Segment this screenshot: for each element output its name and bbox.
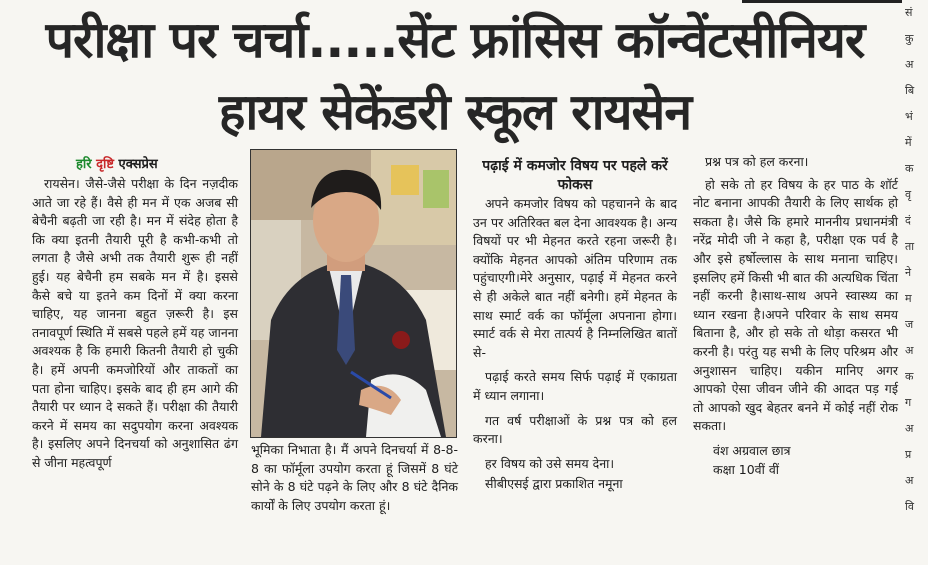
author-class: कक्षा 10वीं वीं <box>713 461 780 477</box>
edge-char: अ <box>905 58 914 71</box>
edge-char: अ <box>905 344 914 357</box>
edge-char: कु <box>905 32 914 45</box>
byline-part-hari: हरि <box>76 157 97 172</box>
top-rule <box>742 0 902 3</box>
edge-char: क <box>905 370 914 383</box>
point-cbse-samples: सीबीएसई द्वारा प्रकाशित नमूना <box>485 476 623 492</box>
edge-char: वि <box>905 500 914 513</box>
edge-char: क <box>905 162 914 175</box>
student-photo-image <box>251 150 456 437</box>
column-4-paragraph: हो सके तो हर विषय के हर पाठ के शॉर्ट नोट बनाना आपकी तैयारी के लिए सार्थक हो सकता है। जैसे कि हमारे माननीय प्रधानमंत्री नरेंद्र मोदी जी ने कहा है, परीक्षा एक पर्व है और इसे हर्षोल्लास के साथ मनाना चाहिए। इसलिए हमें किसी भी बात की अत्यधिक चिंता नहीं करनी है।साथ-साथ अपने स्वास्थ्य का ध्यान रखना है।अपने परिवार के साथ समय बिताना है, और हो सके तो थोड़ा कसरत भी करनी है। परंतु यह सभी के लिए परिश्रम और अनुशासन चाहिए। यकीन मानिए अगर आपको ऐसा जीवन जीने की आदत पड़ गई तो आपको खुद बेहतर बनने में कोई नहीं रोक सकता। <box>693 176 898 434</box>
adjacent-column-edge <box>905 0 928 565</box>
column-2-text: भूमिका निभाता है। मैं अपने दिनचर्या में 8-8-8 का फॉर्मूला उपयोग करता हूं जिसमें 8 घंटे सोने के 8 घंटे पढ़ने के लिए और 8 घंटे दैनिक कार्यों के लिए उपयोग करता हूं। <box>251 442 458 513</box>
subheading: पढ़ाई में कमजोर विषय पर पहले करें फोकस <box>482 158 668 193</box>
edge-char: बि <box>905 84 915 97</box>
edge-char: भं <box>905 110 913 123</box>
column-3 <box>473 157 677 494</box>
edge-char: अ <box>905 422 914 435</box>
edge-char: सं <box>905 6 913 19</box>
author-name: वंश अग्रवाल छात्र <box>713 442 791 458</box>
edge-char: ग <box>905 396 912 409</box>
column-1 <box>32 155 238 473</box>
edge-char: प्र <box>905 448 912 461</box>
headline-line-2: हायर सेकेंडरी स्कूल रायसेन <box>218 83 692 141</box>
point-time-per-subject: हर विषय को उसे समय देना। <box>485 455 615 471</box>
edge-char: वृ <box>905 188 912 201</box>
column-3-paragraph: अपने कमजोर विषय को पहचानने के बाद उन पर अतिरिक्त बल देना आवश्यक है। अन्य विषयों पर भी मेहनत करते रहना जरूरी है। क्योंकि मेहनत आपको अंतिम परिणाम तक पहुंचाएगी।मेरे अनुसार, पढ़ाई में मेहनत करने से ही अकेले बात नहीं बनेगी। हमें मेहनत के साथ स्मार्ट वर्क का फॉर्मूला अपनाना होगा। स्मार्ट वर्क से मेरा तात्पर्य है निम्नलिखित बातों से- <box>473 196 677 360</box>
point-concentration: पढ़ाई करते समय सिर्फ पढ़ाई में एकाग्रता में ध्यान लगाना। <box>473 369 677 403</box>
edge-char: ज <box>905 318 914 331</box>
column-1-text: रायसेन। जैसे-जैसे परीक्षा के दिन नज़दीक आते जा रहे हैं। वैसे ही मन में एक अजब सी बेचैनी बढ़ती जा रही है। मन में संदेह होता है कि क्या इतनी तैयारी पूरी है कभी-कभी तो लगता है जैसे अभी तक तैयारी शुरू ही नहीं हुई। यह बेचैनी हम सबके मन में है। इससे कैसे बचे या इतने कम दिनों में क्या करना चाहिए, यह जानना बहुत ज़रूरी है। इस तनावपूर्ण स्थिति में सबसे पहले हमें यह जानना अवश्यक है कि हमारी कितनी तैयारी हो चुकी है। हमें अपनी कमजोरियों और ताकतों का पता होना चाहिए। इसके बाद ही हम आगे की तैयारी पर ध्यान दे सकते हैं। परीक्षा की तैयारी करने में समय का सदुपयोग करना अवश्यक है। इसलिए अपने दिनचर्या को अनुशासित ढंग से जीना महत्वपूर्ण <box>32 176 238 470</box>
edge-char: दं <box>905 214 911 227</box>
column-4 <box>693 153 898 479</box>
edge-char: ता <box>905 240 915 253</box>
point-previous-papers: गत वर्ष परीक्षाओं के प्रश्न पत्र को हल करना। <box>473 412 677 447</box>
edge-char: म <box>905 292 912 305</box>
edge-char: में <box>905 136 912 149</box>
byline-part-drishti: दृष्टि <box>96 157 114 172</box>
column-4-first-line: प्रश्न पत्र को हल करना। <box>705 154 809 169</box>
byline <box>32 155 238 175</box>
edge-char: ने <box>905 266 912 279</box>
byline-part-express: एक्सप्रेस <box>114 157 158 172</box>
edge-char: अ <box>905 474 914 487</box>
student-photo <box>250 149 457 438</box>
column-2 <box>251 441 458 515</box>
headline-line-1: परीक्षा पर चर्चा.....सेंट फ्रांसिस कॉन्वेंटसीनियर <box>45 11 865 69</box>
